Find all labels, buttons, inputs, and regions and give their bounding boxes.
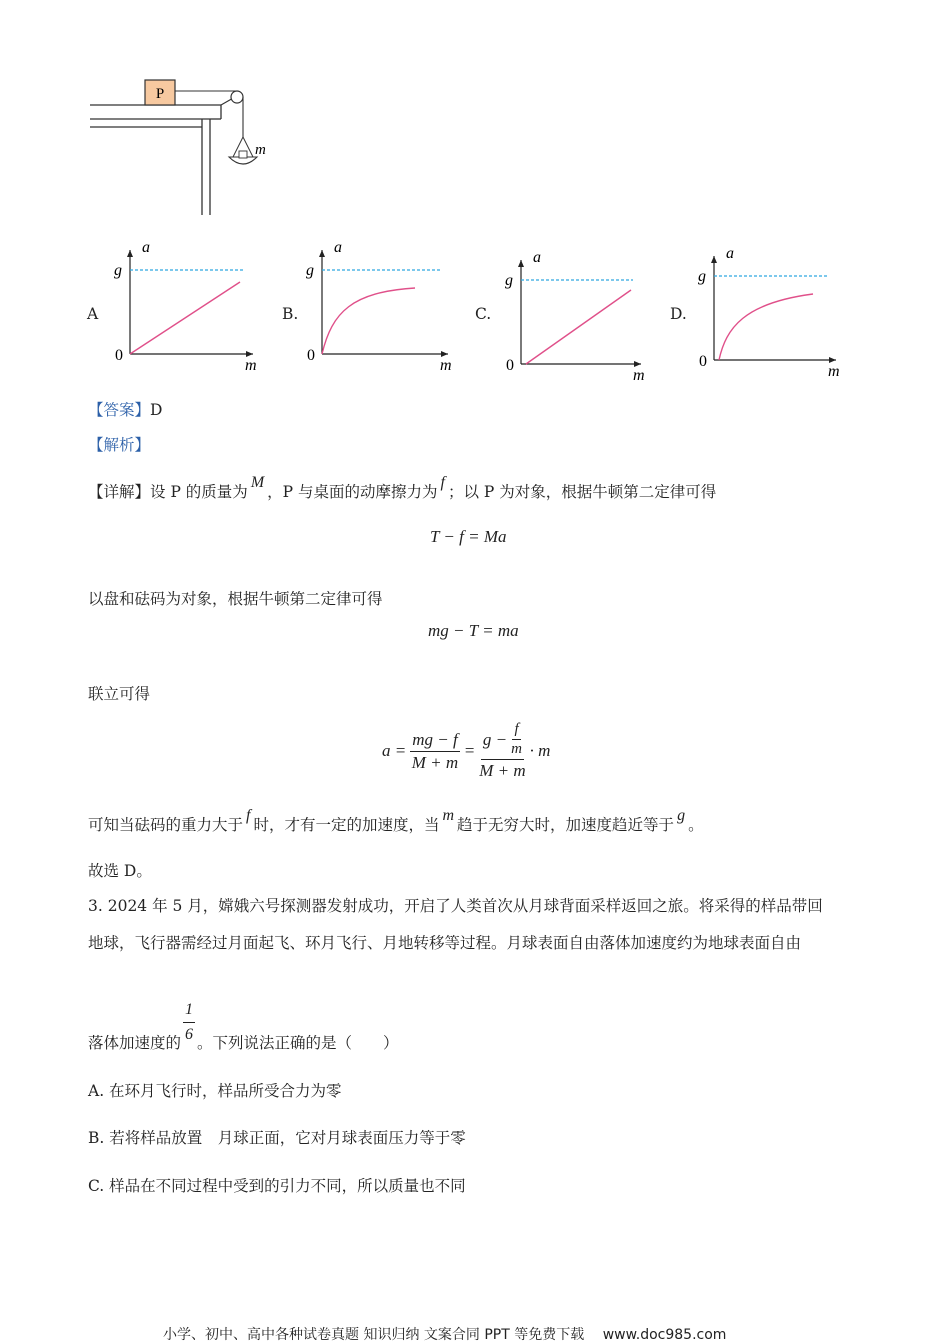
graph-curve (719, 294, 813, 360)
q3-option-b: B. 若将样品放置 月球正面，它对月球表面压力等于零 (88, 1129, 466, 1147)
eq3-fraction-2 (479, 721, 525, 781)
mass-label: m (255, 142, 266, 158)
q3-line-1: 3. 2024 年 5 月，嫦娥六号探测器发射成功，开启了人类首次从月球背面采样返回之旅。将采得的样品带回 (88, 897, 823, 915)
answer-label: 【答案】 (88, 401, 151, 419)
answer-line (88, 399, 162, 421)
detail-label: 【详解】 (88, 483, 151, 501)
graph-option-label-1: A (87, 305, 99, 323)
q3-fraction (183, 999, 195, 1046)
graph-curve (526, 290, 631, 364)
equation-2: mg − T = ma (428, 621, 519, 640)
answer-value: D (150, 401, 163, 419)
eq3-frac1-num: mg − f (410, 730, 459, 752)
eq3-frac2-g: g − (482, 729, 508, 749)
analysis-label: 【解析】 (88, 436, 151, 454)
eq3-inner-den: m (511, 741, 522, 757)
g-label: g (114, 262, 122, 279)
y-axis-label: a (726, 245, 734, 262)
eq3-inner-num: f (512, 721, 520, 740)
q3-option-c: C. 样品在不同过程中受到的引力不同，所以质量也不同 (88, 1177, 466, 1195)
conclusion-text-3: 趋于无穷大时，加速度趋近等于 (457, 816, 675, 834)
origin-label: 0 (307, 347, 315, 364)
graph-4 (668, 238, 848, 378)
q3-frac-num: 1 (183, 999, 195, 1023)
graph-option-label-3: C. (475, 305, 492, 323)
g-label: g (698, 268, 706, 285)
origin-label: 0 (115, 347, 123, 364)
conclusion-var-f: f (246, 807, 251, 824)
conclusion-text-1: 可知当砝码的重力大于 (88, 816, 244, 834)
pulley (231, 91, 243, 103)
eq3-lhs: a = (382, 741, 407, 760)
x-axis-label: m (633, 367, 645, 382)
x-axis-label: m (245, 357, 257, 372)
g-label: g (306, 262, 314, 279)
choose-line: 故选 D。 (88, 862, 152, 880)
q3-line-2: 地球，飞行器需经过月面起飞、环月飞行、月地转移等过程。月球表面自由落体加速度约为地球表面自由 (88, 934, 802, 952)
y-axis-arrow (711, 256, 717, 263)
footer-url[interactable]: www.doc985.com (602, 1327, 727, 1343)
x-axis-label: m (828, 363, 840, 378)
y-axis-arrow (518, 260, 524, 267)
graph-curve (130, 282, 240, 354)
conclusion-text-2: 时，才有一定的加速度，当 (253, 816, 440, 834)
eq3-fraction-1 (410, 730, 459, 773)
detail-text-2: ，P 与桌面的动摩擦力为 (267, 483, 438, 501)
g-label: g (505, 272, 513, 289)
detail-text-3: ；以 P 为对象，根据牛顿第二定律可得 (447, 483, 717, 501)
y-axis-label: a (142, 239, 150, 256)
q3-option-a: A. 在环月飞行时，样品所受合力为零 (88, 1082, 342, 1100)
q3-line-3 (88, 994, 399, 1054)
eq3-equals: = (463, 741, 476, 760)
y-axis-arrow (127, 250, 133, 257)
eq3-frac1-den: M + m (411, 752, 459, 772)
eq3-tail: · m (529, 741, 551, 760)
footer (163, 1324, 726, 1344)
q3-line-3-post: 。下列说法正确的是（ ） (197, 1034, 399, 1052)
q3-line-3-pre: 落体加速度的 (88, 1034, 182, 1052)
eq3-inner-fraction (511, 721, 522, 758)
graph-option-label-2: B. (282, 305, 299, 323)
apparatus-figure (85, 75, 285, 220)
block-p-label: P (155, 86, 165, 102)
y-axis-label: a (334, 239, 342, 256)
graph-2 (280, 232, 460, 372)
weight (239, 151, 247, 158)
detail-text-1: 设 P 的质量为 (150, 483, 248, 501)
detail-line (88, 474, 717, 504)
origin-label: 0 (699, 353, 707, 370)
eq3-frac2-den: M + m (479, 761, 526, 780)
conclusion-line (88, 807, 704, 837)
x-axis-label: m (440, 357, 452, 372)
graph-curve (322, 288, 415, 354)
graph-option-label-4: D. (670, 305, 687, 323)
graph-3 (473, 242, 653, 382)
y-axis-label: a (533, 249, 541, 266)
equation-1: T − f = Ma (430, 527, 507, 546)
equation-3 (382, 716, 550, 786)
conclusion-var-m: m (442, 807, 455, 824)
footer-text: 小学、初中、高中各种试卷真题 知识归纳 文案合同 PPT 等免费下载 (163, 1327, 585, 1343)
eq3-frac2-num (481, 721, 524, 760)
origin-label: 0 (506, 357, 514, 374)
var-f: f (440, 474, 445, 491)
conclusion-text-4: 。 (688, 816, 704, 834)
graph-1 (85, 232, 265, 372)
line-3: 联立可得 (88, 685, 151, 703)
q3-frac-den: 6 (185, 1026, 194, 1043)
conclusion-var-g: g (677, 807, 686, 824)
line-2: 以盘和砝码为对象，根据牛顿第二定律可得 (88, 590, 383, 608)
y-axis-arrow (319, 250, 325, 257)
var-M: M (250, 474, 265, 491)
